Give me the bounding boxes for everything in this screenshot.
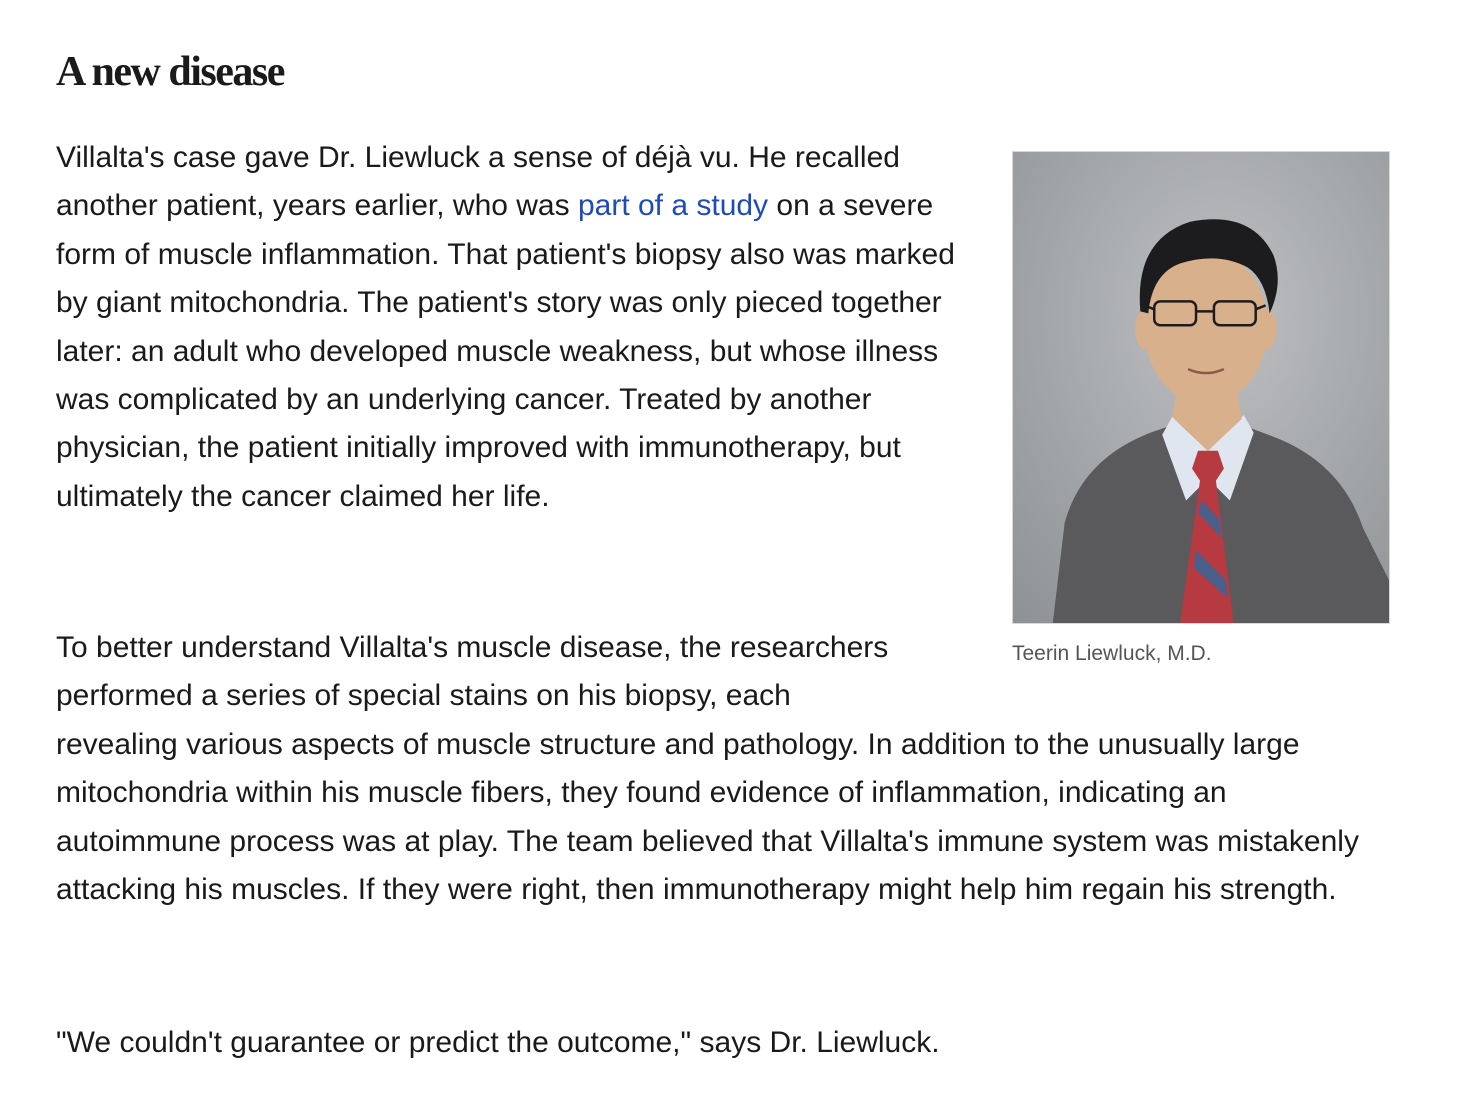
right-ear: [1259, 309, 1277, 349]
left-ear: [1135, 309, 1153, 349]
study-link[interactable]: part of a study: [577, 189, 769, 223]
portrait-figure: [1012, 151, 1390, 668]
section-heading: A new disease: [56, 49, 284, 95]
paragraph-quote: "We couldn't guarantee or predict the outcome," says Dr. Liewluck.: [56, 1026, 940, 1059]
portrait-caption: Teerin Liewluck, M.D.: [1012, 642, 1212, 665]
paragraph-text-after-link: on a severe form of muscle inflammation. That patient's biopsy also was marked by giant mitochondria. The patient's story was only pieced together later: an adult who developed muscle weakness, but whose illness was complicated by an underlying cancer. Treated by another physician, the patient initially improved with immunotherapy, but ultimately the cancer claimed her life.: [56, 189, 955, 513]
paragraph-deja-vu: [56, 134, 966, 521]
paragraph-text: To better understand Villalta's muscle disease, the researchers performed a series of special stains on his biopsy, each revealing various aspects of muscle structure and pathology. In addition to the unusually large mitochondria within his muscle fibers, they found evidence of inflammation, indicating an autoimmune process was at play. The team believed that Villalta's immune system was mistakenly attacking his muscles. If they were right, then immunotherapy might help him regain his strength.: [56, 631, 1359, 907]
portrait-photo: [1012, 151, 1390, 624]
paragraph-text-before-link: Villalta's case gave Dr. Liewluck a sense of déjà vu. He recalled another patient, years earlier, who was: [56, 141, 900, 223]
